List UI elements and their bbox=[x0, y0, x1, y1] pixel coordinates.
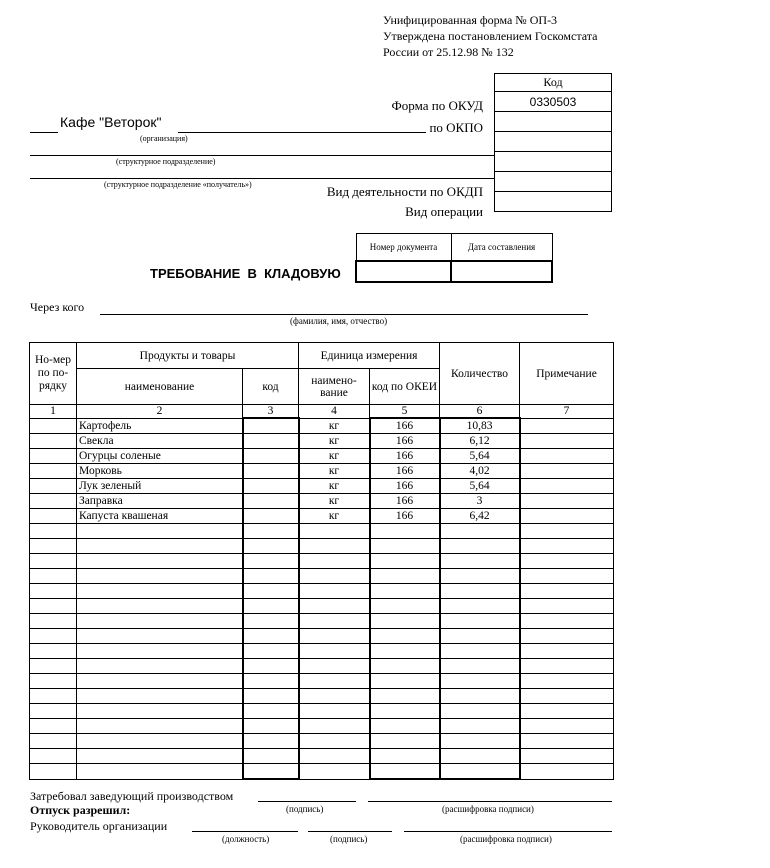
row-note-cell bbox=[520, 418, 614, 434]
row-code-cell bbox=[243, 674, 299, 689]
row-note-cell bbox=[520, 464, 614, 479]
table-row bbox=[30, 539, 614, 554]
col-number-2: 2 bbox=[77, 405, 243, 419]
row-number-cell bbox=[30, 644, 77, 659]
row-code-cell bbox=[243, 539, 299, 554]
okud-label: Форма по ОКУД bbox=[391, 98, 483, 113]
row-name-cell bbox=[77, 659, 243, 674]
row-name-cell bbox=[77, 734, 243, 749]
row-qty-cell bbox=[440, 554, 520, 569]
row-unit-cell: кг bbox=[299, 509, 370, 524]
head-position-line bbox=[192, 831, 298, 832]
row-okei-cell: 166 bbox=[370, 479, 440, 494]
recipient-caption: (структурное подразделение «получатель») bbox=[104, 180, 252, 189]
row-code-cell bbox=[243, 524, 299, 539]
row-code-cell bbox=[243, 584, 299, 599]
row-number-cell bbox=[30, 614, 77, 629]
table-row bbox=[30, 764, 614, 780]
table-row bbox=[30, 509, 614, 524]
row-name-cell bbox=[77, 554, 243, 569]
table-row bbox=[30, 479, 614, 494]
requested-signature-line bbox=[258, 801, 356, 802]
row-okei-cell bbox=[370, 674, 440, 689]
row-code-cell bbox=[243, 569, 299, 584]
head-position-caption: (должность) bbox=[222, 834, 270, 844]
row-number-cell bbox=[30, 539, 77, 554]
row-note-cell bbox=[520, 494, 614, 509]
row-number-cell bbox=[30, 524, 77, 539]
row-okei-cell: 166 bbox=[370, 509, 440, 524]
table-row bbox=[30, 434, 614, 449]
table-row bbox=[30, 599, 614, 614]
col-okei-header: код по ОКЕИ bbox=[370, 369, 440, 405]
row-number-cell bbox=[30, 599, 77, 614]
row-note-cell bbox=[520, 629, 614, 644]
row-qty-cell bbox=[440, 629, 520, 644]
row-name-cell bbox=[77, 569, 243, 584]
row-number-cell bbox=[30, 764, 77, 780]
row-name-cell bbox=[77, 524, 243, 539]
row-okei-cell bbox=[370, 704, 440, 719]
row-note-cell bbox=[520, 449, 614, 464]
row-code-cell bbox=[243, 509, 299, 524]
form-header-line2: Утверждена постановлением Госкомстата bbox=[383, 29, 598, 43]
row-note-cell bbox=[520, 539, 614, 554]
through-caption: (фамилия, имя, отчество) bbox=[290, 316, 388, 326]
row-note-cell bbox=[520, 704, 614, 719]
row-note-cell bbox=[520, 569, 614, 584]
requested-decode-caption: (расшифровка подписи) bbox=[442, 804, 534, 814]
row-unit-cell bbox=[299, 554, 370, 569]
col-number-3: 3 bbox=[243, 405, 299, 419]
row-code-cell bbox=[243, 644, 299, 659]
row-okei-cell: 166 bbox=[370, 434, 440, 449]
col-num-header: Но-мер по по-рядку bbox=[30, 343, 77, 405]
row-number-cell bbox=[30, 449, 77, 464]
row-name-cell bbox=[77, 749, 243, 764]
head-signature-line bbox=[308, 831, 392, 832]
row-code-cell bbox=[243, 704, 299, 719]
document-date-header: Дата составления bbox=[451, 234, 552, 262]
row-unit-cell bbox=[299, 629, 370, 644]
col-products-header: Продукты и товары bbox=[77, 343, 299, 369]
row-unit-cell: кг bbox=[299, 464, 370, 479]
subdivision-line bbox=[30, 155, 494, 156]
row-note-cell bbox=[520, 524, 614, 539]
row-okei-cell: 166 bbox=[370, 464, 440, 479]
table-row bbox=[30, 554, 614, 569]
row-qty-cell bbox=[440, 659, 520, 674]
row-unit-cell bbox=[299, 569, 370, 584]
row-number-cell bbox=[30, 569, 77, 584]
row-code-cell bbox=[243, 554, 299, 569]
head-decode-line bbox=[404, 831, 612, 832]
row-code-cell bbox=[243, 614, 299, 629]
row-okei-cell: 166 bbox=[370, 494, 440, 509]
row-name-cell bbox=[77, 719, 243, 734]
row-qty-cell: 5,64 bbox=[440, 449, 520, 464]
row-unit-cell bbox=[299, 674, 370, 689]
row-qty-cell: 6,12 bbox=[440, 434, 520, 449]
operation-value bbox=[495, 192, 612, 212]
row-qty-cell bbox=[440, 704, 520, 719]
recipient-line bbox=[30, 178, 494, 179]
row-okei-cell bbox=[370, 719, 440, 734]
okdp-label: Вид деятельности по ОКДП bbox=[326, 184, 483, 199]
row-code-cell bbox=[243, 464, 299, 479]
row-okei-cell bbox=[370, 764, 440, 780]
row-code-cell bbox=[243, 494, 299, 509]
row-number-cell bbox=[30, 629, 77, 644]
document-date-value bbox=[451, 261, 552, 282]
col-qty-header: Количество bbox=[440, 343, 520, 405]
release-allowed-label: Отпуск разрешил: bbox=[30, 803, 131, 817]
row-okei-cell bbox=[370, 584, 440, 599]
col-unit-header: Единица измерения bbox=[299, 343, 440, 369]
row-note-cell bbox=[520, 509, 614, 524]
row-code-cell bbox=[243, 719, 299, 734]
row-qty-cell bbox=[440, 614, 520, 629]
row-number-cell bbox=[30, 584, 77, 599]
subdivision-code bbox=[495, 132, 612, 152]
row-okei-cell bbox=[370, 614, 440, 629]
col-code-header: код bbox=[243, 369, 299, 405]
row-number-cell bbox=[30, 479, 77, 494]
row-code-cell bbox=[243, 434, 299, 449]
table-row bbox=[30, 584, 614, 599]
row-unit-cell bbox=[299, 734, 370, 749]
table-row bbox=[30, 569, 614, 584]
col-number-5: 5 bbox=[370, 405, 440, 419]
form-header-line3: России от 25.12.98 № 132 bbox=[383, 45, 514, 59]
table-row bbox=[30, 418, 614, 434]
through-label: Через кого bbox=[30, 300, 85, 314]
row-code-cell bbox=[243, 764, 299, 780]
row-code-cell bbox=[243, 629, 299, 644]
table-row bbox=[30, 689, 614, 704]
row-code-cell bbox=[243, 749, 299, 764]
row-unit-cell: кг bbox=[299, 434, 370, 449]
row-note-cell bbox=[520, 599, 614, 614]
through-line bbox=[100, 314, 588, 315]
table-row bbox=[30, 644, 614, 659]
row-number-cell bbox=[30, 734, 77, 749]
okpo-value bbox=[495, 112, 612, 132]
row-name-cell: Лук зеленый bbox=[77, 479, 243, 494]
row-unit-cell bbox=[299, 524, 370, 539]
row-name-cell bbox=[77, 614, 243, 629]
org-line-left bbox=[30, 132, 58, 133]
codes-header: Код bbox=[495, 74, 612, 92]
document-number-value bbox=[356, 261, 451, 282]
row-number-cell bbox=[30, 554, 77, 569]
requested-decode-line bbox=[368, 801, 612, 802]
row-okei-cell: 166 bbox=[370, 449, 440, 464]
document-number-header: Номер документа bbox=[356, 234, 451, 262]
row-note-cell bbox=[520, 614, 614, 629]
document-number-box bbox=[355, 233, 553, 283]
row-unit-cell bbox=[299, 719, 370, 734]
row-name-cell bbox=[77, 764, 243, 780]
head-decode-caption: (расшифровка подписи) bbox=[460, 834, 552, 844]
row-okei-cell bbox=[370, 569, 440, 584]
row-code-cell bbox=[243, 599, 299, 614]
document-title: ТРЕБОВАНИЕ В КЛАДОВУЮ bbox=[150, 266, 341, 281]
col-note-header: Примечание bbox=[520, 343, 614, 405]
col-unit-name-header: наимено-вание bbox=[299, 369, 370, 405]
row-qty-cell bbox=[440, 734, 520, 749]
row-qty-cell: 6,42 bbox=[440, 509, 520, 524]
row-number-cell bbox=[30, 494, 77, 509]
row-number-cell bbox=[30, 509, 77, 524]
row-note-cell bbox=[520, 584, 614, 599]
row-note-cell bbox=[520, 764, 614, 780]
organization-caption: (организация) bbox=[140, 134, 188, 143]
table-row bbox=[30, 449, 614, 464]
row-number-cell bbox=[30, 689, 77, 704]
row-note-cell bbox=[520, 479, 614, 494]
row-name-cell bbox=[77, 539, 243, 554]
row-note-cell bbox=[520, 659, 614, 674]
okud-value: 0330503 bbox=[495, 92, 612, 112]
row-okei-cell bbox=[370, 539, 440, 554]
row-unit-cell bbox=[299, 764, 370, 780]
row-qty-cell bbox=[440, 584, 520, 599]
operation-label: Вид операции bbox=[405, 204, 483, 219]
row-note-cell bbox=[520, 689, 614, 704]
table-row bbox=[30, 734, 614, 749]
row-note-cell bbox=[520, 554, 614, 569]
row-name-cell: Морковь bbox=[77, 464, 243, 479]
table-row bbox=[30, 719, 614, 734]
row-qty-cell: 10,83 bbox=[440, 418, 520, 434]
row-name-cell: Капуста квашеная bbox=[77, 509, 243, 524]
row-name-cell bbox=[77, 704, 243, 719]
row-okei-cell: 166 bbox=[370, 418, 440, 434]
row-qty-cell bbox=[440, 599, 520, 614]
row-qty-cell bbox=[440, 569, 520, 584]
row-number-cell bbox=[30, 704, 77, 719]
row-note-cell bbox=[520, 434, 614, 449]
head-signature-caption: (подпись) bbox=[330, 834, 368, 844]
row-okei-cell bbox=[370, 629, 440, 644]
row-code-cell bbox=[243, 479, 299, 494]
row-name-cell: Картофель bbox=[77, 418, 243, 434]
row-unit-cell bbox=[299, 659, 370, 674]
col-number-4: 4 bbox=[299, 405, 370, 419]
col-number-1: 1 bbox=[30, 405, 77, 419]
row-name-cell: Огурцы соленые bbox=[77, 449, 243, 464]
row-note-cell bbox=[520, 719, 614, 734]
row-unit-cell: кг bbox=[299, 479, 370, 494]
requested-by-label: Затребовал заведующий производством bbox=[30, 789, 234, 803]
row-qty-cell bbox=[440, 764, 520, 780]
row-qty-cell bbox=[440, 689, 520, 704]
row-qty-cell bbox=[440, 524, 520, 539]
form-header-line1: Унифицированная форма № ОП-3 bbox=[383, 13, 558, 27]
row-qty-cell: 5,64 bbox=[440, 479, 520, 494]
row-code-cell bbox=[243, 659, 299, 674]
row-number-cell bbox=[30, 464, 77, 479]
row-name-cell bbox=[77, 584, 243, 599]
subdivision-caption: (структурное подразделение) bbox=[116, 157, 216, 166]
row-okei-cell bbox=[370, 599, 440, 614]
row-unit-cell: кг bbox=[299, 418, 370, 434]
row-okei-cell bbox=[370, 749, 440, 764]
row-note-cell bbox=[520, 644, 614, 659]
row-note-cell bbox=[520, 749, 614, 764]
table-row bbox=[30, 704, 614, 719]
row-unit-cell bbox=[299, 689, 370, 704]
organization-name: Кафе "Веторок" bbox=[60, 114, 162, 130]
okdp-value bbox=[495, 172, 612, 192]
org-line-right bbox=[178, 132, 426, 133]
codes-box bbox=[494, 73, 612, 212]
row-name-cell bbox=[77, 599, 243, 614]
row-okei-cell bbox=[370, 644, 440, 659]
row-name-cell: Свекла bbox=[77, 434, 243, 449]
row-unit-cell: кг bbox=[299, 494, 370, 509]
row-number-cell bbox=[30, 418, 77, 434]
table-row bbox=[30, 749, 614, 764]
table-row bbox=[30, 614, 614, 629]
row-number-cell bbox=[30, 434, 77, 449]
col-number-6: 6 bbox=[440, 405, 520, 419]
row-qty-cell bbox=[440, 539, 520, 554]
row-name-cell: Заправка bbox=[77, 494, 243, 509]
row-name-cell bbox=[77, 629, 243, 644]
row-unit-cell bbox=[299, 539, 370, 554]
table-row bbox=[30, 659, 614, 674]
row-okei-cell bbox=[370, 734, 440, 749]
recipient-code bbox=[495, 152, 612, 172]
okpo-label: по ОКПО bbox=[429, 120, 483, 135]
row-name-cell bbox=[77, 674, 243, 689]
row-code-cell bbox=[243, 418, 299, 434]
col-name-header: наименование bbox=[77, 369, 243, 405]
row-unit-cell bbox=[299, 644, 370, 659]
row-code-cell bbox=[243, 689, 299, 704]
row-qty-cell bbox=[440, 749, 520, 764]
row-number-cell bbox=[30, 659, 77, 674]
row-okei-cell bbox=[370, 554, 440, 569]
row-okei-cell bbox=[370, 689, 440, 704]
row-note-cell bbox=[520, 674, 614, 689]
head-label: Руководитель организации bbox=[30, 819, 168, 833]
row-name-cell bbox=[77, 644, 243, 659]
row-qty-cell bbox=[440, 719, 520, 734]
row-unit-cell bbox=[299, 704, 370, 719]
row-qty-cell: 3 bbox=[440, 494, 520, 509]
row-unit-cell bbox=[299, 749, 370, 764]
row-name-cell bbox=[77, 689, 243, 704]
row-unit-cell bbox=[299, 614, 370, 629]
row-code-cell bbox=[243, 734, 299, 749]
col-number-7: 7 bbox=[520, 405, 614, 419]
row-unit-cell bbox=[299, 584, 370, 599]
row-note-cell bbox=[520, 734, 614, 749]
products-table bbox=[29, 342, 614, 780]
row-qty-cell: 4,02 bbox=[440, 464, 520, 479]
table-row bbox=[30, 524, 614, 539]
row-number-cell bbox=[30, 674, 77, 689]
row-qty-cell bbox=[440, 674, 520, 689]
table-row bbox=[30, 464, 614, 479]
row-okei-cell bbox=[370, 524, 440, 539]
row-code-cell bbox=[243, 449, 299, 464]
table-row bbox=[30, 674, 614, 689]
row-number-cell bbox=[30, 719, 77, 734]
requested-signature-caption: (подпись) bbox=[286, 804, 324, 814]
table-row bbox=[30, 629, 614, 644]
table-row bbox=[30, 494, 614, 509]
row-okei-cell bbox=[370, 659, 440, 674]
row-unit-cell bbox=[299, 599, 370, 614]
row-qty-cell bbox=[440, 644, 520, 659]
row-unit-cell: кг bbox=[299, 449, 370, 464]
row-number-cell bbox=[30, 749, 77, 764]
